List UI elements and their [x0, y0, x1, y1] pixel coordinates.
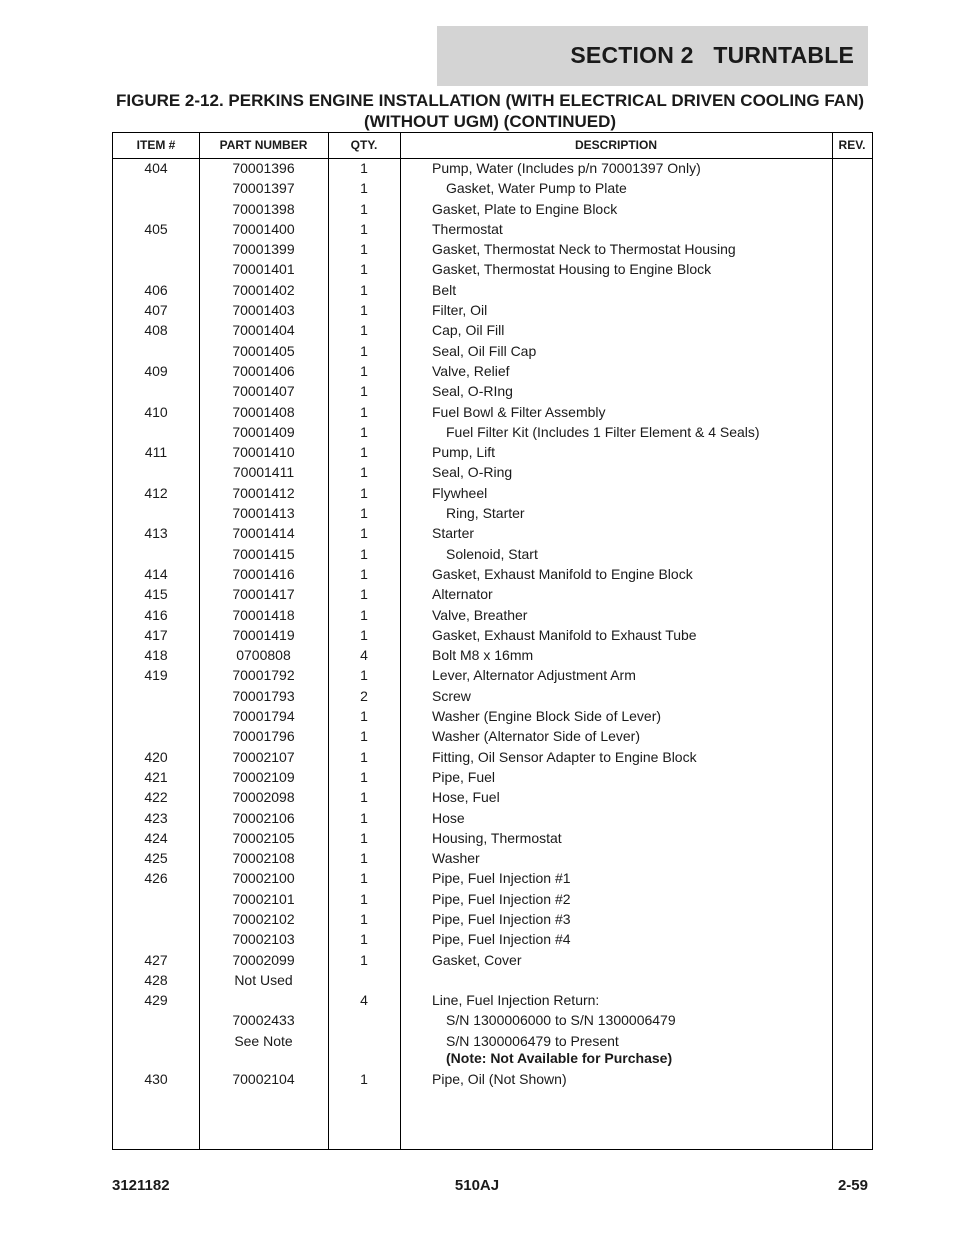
part-number-cell: 70001396 — [232, 160, 295, 176]
item-cell: 416 — [144, 606, 168, 623]
figure-title-line-2: (WITHOUT UGM) (CONTINUED) — [363, 112, 617, 131]
qty-cell: 1 — [360, 586, 368, 603]
description-cell: Pipe, Fuel Injection #2 — [432, 890, 571, 907]
table-row — [113, 442, 872, 462]
description-cell: Starter — [432, 525, 475, 542]
page-number: 2-59 — [837, 1177, 868, 1194]
part-number-cell: 70001405 — [232, 342, 295, 359]
description-cell: Pipe, Fuel Injection #3 — [432, 910, 571, 927]
description-cell: Washer (Alternator Side of Lever) — [432, 728, 641, 745]
item-cell: 422 — [144, 789, 168, 806]
qty-cell: 4 — [360, 992, 368, 1009]
description-cell: Hose — [432, 809, 465, 826]
item-cell: 420 — [144, 748, 168, 765]
table-row — [113, 909, 872, 929]
qty-cell: 1 — [360, 505, 368, 522]
item-cell: 415 — [144, 586, 168, 603]
table-row — [113, 950, 872, 970]
model-name: 510AJ — [454, 1177, 500, 1194]
qty-cell: 1 — [360, 444, 368, 461]
table-row — [113, 889, 872, 909]
item-cell: 405 — [144, 220, 168, 237]
part-number-cell: 70001792 — [232, 667, 295, 684]
part-number-cell: 70001409 — [232, 423, 295, 440]
document-number: 3121182 — [112, 1177, 170, 1194]
qty-cell: 1 — [360, 1070, 368, 1087]
table-body — [113, 158, 872, 1089]
part-number-cell: 70002106 — [232, 809, 295, 826]
description-cell: Pipe, Oil (Not Shown) — [432, 1070, 567, 1087]
table-row — [113, 665, 872, 685]
item-cell: 419 — [144, 667, 168, 684]
part-number-cell: 70001796 — [232, 728, 295, 745]
table-row — [113, 462, 872, 482]
description-cell: Washer (Engine Block Side of Lever) — [432, 708, 662, 725]
description-cell: Pump, Lift — [432, 444, 496, 461]
qty-cell: 1 — [360, 870, 368, 887]
part-number-cell: 70002107 — [232, 748, 295, 765]
table-row — [113, 483, 872, 503]
qty-cell: 1 — [360, 545, 368, 562]
qty-cell: 1 — [360, 890, 368, 907]
part-number-cell: 70001413 — [232, 505, 295, 522]
description-cell: Hose, Fuel — [432, 789, 500, 806]
description-cell: Gasket, Thermostat Housing to Engine Block — [432, 261, 712, 278]
column-header-qty: QTY. — [350, 138, 378, 152]
table-row — [113, 868, 872, 888]
description-cell: Valve, Relief — [432, 362, 510, 379]
table-row — [113, 808, 872, 828]
qty-cell: 1 — [360, 910, 368, 927]
description-cell: Pipe, Fuel — [432, 768, 496, 785]
qty-cell: 1 — [360, 606, 368, 623]
column-header-rev: REV. — [838, 138, 866, 152]
qty-cell: 1 — [360, 362, 368, 379]
description-cell: Belt — [432, 281, 457, 298]
qty-cell: 1 — [360, 423, 368, 440]
qty-cell: 1 — [360, 789, 368, 806]
item-cell: 407 — [144, 302, 168, 319]
table-row — [113, 787, 872, 807]
part-number-cell: 70001419 — [232, 626, 295, 643]
qty-cell: 1 — [360, 728, 368, 745]
qty-cell: 1 — [360, 464, 368, 481]
part-number-cell: See Note — [234, 1032, 293, 1049]
description-cell: Gasket, Exhaust Manifold to Engine Block — [432, 565, 693, 582]
table-row — [113, 320, 872, 340]
part-number-cell: 70002101 — [232, 890, 295, 907]
qty-cell: 1 — [360, 322, 368, 339]
table-row — [113, 990, 872, 1010]
part-number-cell: 70001414 — [232, 525, 295, 542]
description-cell: Line, Fuel Injection Return: — [432, 992, 600, 1009]
part-number-cell: 70002105 — [232, 829, 295, 846]
table-row — [113, 970, 872, 990]
part-number-cell: Not Used — [234, 971, 293, 988]
table-row — [113, 747, 872, 767]
description-cell: Thermostat — [432, 220, 503, 237]
part-number-cell: 70002100 — [232, 870, 295, 887]
item-cell: 413 — [144, 525, 168, 542]
section-title: SECTION 2 TURNTABLE — [570, 42, 854, 68]
description-cell: Bolt M8 x 16mm — [432, 647, 534, 664]
qty-cell: 1 — [360, 261, 368, 278]
qty-cell: 1 — [360, 931, 368, 948]
description-cell: Fuel Bowl & Filter Assembly — [432, 403, 606, 420]
qty-cell: 1 — [360, 484, 368, 501]
table-row — [113, 564, 872, 584]
part-number-cell: 70002433 — [232, 1012, 295, 1029]
section-header — [437, 26, 868, 86]
qty-cell: 1 — [360, 342, 368, 359]
description-cell: Ring, Starter — [446, 505, 525, 522]
qty-cell: 1 — [360, 160, 368, 176]
item-cell: 428 — [144, 971, 168, 988]
table-row — [113, 361, 872, 381]
table-row — [113, 158, 872, 178]
part-number-cell: 70001403 — [232, 302, 295, 319]
table-row — [113, 706, 872, 726]
item-cell: 409 — [144, 362, 168, 379]
description-cell: Fuel Filter Kit (Includes 1 Filter Element & 4 Seals) — [446, 423, 760, 440]
qty-cell: 1 — [360, 951, 368, 968]
part-number-cell: 70001794 — [232, 708, 295, 725]
part-number-cell: 70002098 — [232, 789, 295, 806]
description-cell: Filter, Oil — [432, 302, 488, 319]
description-cell: Seal, O-Ring — [432, 464, 513, 481]
item-cell: 414 — [144, 565, 168, 582]
column-header-description: DESCRIPTION — [574, 138, 657, 152]
item-cell: 425 — [144, 850, 168, 867]
part-number-cell: 70002102 — [232, 910, 295, 927]
description-cell: Flywheel — [432, 484, 488, 501]
part-number-cell: 70002109 — [232, 768, 295, 785]
qty-cell: 1 — [360, 565, 368, 582]
table-row — [113, 848, 872, 868]
table-row — [113, 402, 872, 422]
table-row — [113, 544, 872, 564]
table-row — [113, 1010, 872, 1030]
figure-title-line-1: FIGURE 2-12. PERKINS ENGINE INSTALLATION (WITH ELECTRICAL DRIVEN COOLING FAN) — [115, 91, 865, 110]
item-cell: 412 — [144, 484, 168, 501]
item-cell: 421 — [144, 768, 168, 785]
description-cell: Pipe, Fuel Injection #1 — [432, 870, 571, 887]
item-cell: 430 — [144, 1070, 168, 1087]
table-row — [113, 929, 872, 949]
description-cell: Cap, Oil Fill — [432, 322, 505, 339]
parts-table — [112, 132, 873, 1150]
part-number-cell: 70001412 — [232, 484, 295, 501]
description-cell: Solenoid, Start — [446, 545, 538, 562]
table-row — [113, 422, 872, 442]
description-cell: Screw — [432, 687, 471, 704]
part-number-cell: 70002099 — [232, 951, 295, 968]
description-cell: Fitting, Oil Sensor Adapter to Engine Block — [432, 748, 697, 765]
table-row — [113, 503, 872, 523]
table-row — [113, 523, 872, 543]
qty-cell: 4 — [360, 647, 368, 664]
table-row — [113, 1069, 872, 1089]
description-cell: Pump, Water (Includes p/n 70001397 Only) — [432, 160, 701, 176]
table-row — [113, 178, 872, 198]
qty-cell: 1 — [360, 525, 368, 542]
part-number-cell: 70002108 — [232, 850, 295, 867]
qty-cell: 2 — [360, 687, 368, 704]
table-row — [113, 219, 872, 239]
item-cell: 411 — [144, 444, 168, 461]
description-note: (Note: Not Available for Purchase) — [446, 1049, 673, 1066]
table-row — [113, 199, 872, 219]
qty-cell: 1 — [360, 708, 368, 725]
qty-cell: 1 — [360, 829, 368, 846]
part-number-cell: 70001399 — [232, 241, 295, 258]
item-cell: 417 — [144, 626, 168, 643]
table-row — [113, 767, 872, 787]
description-cell: S/N 1300006479 to Present — [446, 1032, 619, 1049]
part-number-cell: 70001398 — [232, 200, 295, 217]
column-header-part-number: PART NUMBER — [219, 138, 308, 152]
qty-cell: 1 — [360, 302, 368, 319]
qty-cell: 1 — [360, 180, 368, 197]
qty-cell: 1 — [360, 850, 368, 867]
part-number-cell: 70001410 — [232, 444, 295, 461]
description-cell: Seal, Oil Fill Cap — [432, 342, 537, 359]
table-row — [113, 341, 872, 361]
item-cell: 404 — [144, 160, 168, 176]
qty-cell: 1 — [360, 667, 368, 684]
item-cell: 426 — [144, 870, 168, 887]
part-number-cell: 70002103 — [232, 931, 295, 948]
part-number-cell: 70001406 — [232, 362, 295, 379]
description-cell: Gasket, Exhaust Manifold to Exhaust Tube — [432, 626, 697, 643]
item-cell: 424 — [144, 829, 168, 846]
part-number-cell: 70001402 — [232, 281, 295, 298]
description-cell: Gasket, Plate to Engine Block — [432, 200, 618, 217]
qty-cell: 1 — [360, 626, 368, 643]
item-cell: 408 — [144, 322, 168, 339]
table-row — [113, 828, 872, 848]
item-cell: 410 — [144, 403, 168, 420]
part-number-cell: 70001793 — [232, 687, 295, 704]
item-cell: 418 — [144, 647, 168, 664]
table-row — [113, 726, 872, 746]
item-cell: 423 — [144, 809, 168, 826]
description-cell: Gasket, Cover — [432, 951, 522, 968]
item-cell: 406 — [144, 281, 168, 298]
qty-cell: 1 — [360, 241, 368, 258]
qty-cell: 1 — [360, 403, 368, 420]
item-cell: 429 — [144, 992, 168, 1009]
part-number-cell: 70001404 — [232, 322, 295, 339]
table-row — [113, 300, 872, 320]
figure-title — [100, 90, 880, 132]
qty-cell: 1 — [360, 281, 368, 298]
qty-cell: 1 — [360, 809, 368, 826]
qty-cell: 1 — [360, 748, 368, 765]
table-row — [113, 239, 872, 259]
part-number-cell: 0700808 — [236, 647, 291, 664]
part-number-cell: 70002104 — [232, 1070, 295, 1087]
table-row — [113, 259, 872, 279]
description-cell: Alternator — [432, 586, 493, 603]
qty-cell: 1 — [360, 220, 368, 237]
description-cell: Valve, Breather — [432, 606, 528, 623]
description-cell: Washer — [432, 850, 480, 867]
description-cell: S/N 1300006000 to S/N 1300006479 — [446, 1012, 676, 1029]
part-number-cell: 70001415 — [232, 545, 295, 562]
description-cell: Lever, Alternator Adjustment Arm — [432, 667, 636, 684]
part-number-cell: 70001418 — [232, 606, 295, 623]
table-row — [113, 1031, 872, 1069]
column-header-item: ITEM # — [136, 138, 176, 152]
table-row — [113, 280, 872, 300]
item-cell: 427 — [144, 951, 168, 968]
qty-cell: 1 — [360, 768, 368, 785]
table-row — [113, 584, 872, 604]
description-cell: Seal, O-RIng — [432, 383, 513, 400]
part-number-cell: 70001411 — [232, 464, 295, 481]
part-number-cell: 70001407 — [232, 383, 295, 400]
table-row — [113, 686, 872, 706]
qty-cell: 1 — [360, 200, 368, 217]
description-cell: Housing, Thermostat — [432, 829, 562, 846]
table-row — [113, 625, 872, 645]
description-cell: Pipe, Fuel Injection #4 — [432, 931, 571, 948]
part-number-cell: 70001400 — [232, 220, 295, 237]
table-row — [113, 645, 872, 665]
part-number-cell: 70001416 — [232, 565, 295, 582]
part-number-cell: 70001408 — [232, 403, 295, 420]
part-number-cell: 70001397 — [232, 180, 295, 197]
description-cell: Gasket, Water Pump to Plate — [446, 180, 627, 197]
table-row — [113, 381, 872, 401]
part-number-cell: 70001401 — [232, 261, 295, 278]
description-cell: Gasket, Thermostat Neck to Thermostat Housing — [432, 241, 736, 258]
qty-cell: 1 — [360, 383, 368, 400]
table-row — [113, 605, 872, 625]
part-number-cell: 70001417 — [232, 586, 295, 603]
